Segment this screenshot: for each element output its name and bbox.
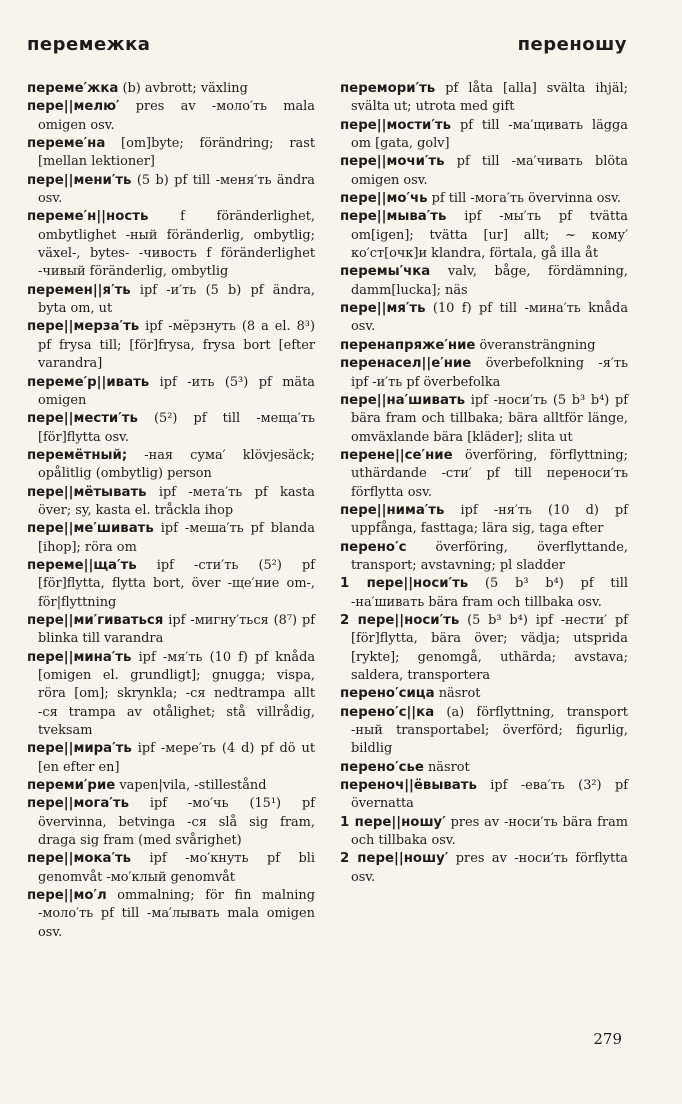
entry-definition: ipf -мо′чь (15¹) pf övervinna, betvinga -ся slå sig fram, draga sig fram (med svårighet)	[38, 796, 315, 849]
dictionary-entry	[340, 447, 628, 502]
entry-headword: переме′на	[27, 136, 106, 152]
entry-headword: переми′рие	[27, 778, 116, 794]
entry-headword: пере||мести′ть	[27, 411, 138, 427]
entry-headword: пере||мока′ть	[27, 851, 132, 867]
entry-headword: пере||мени′ть	[27, 172, 132, 188]
entry-headword: пере||мо′л	[27, 888, 107, 904]
entry-definition: -ная сума′ klövjesäck; opålitlig (ombytlig) person	[38, 447, 315, 482]
dictionary-entry	[27, 282, 315, 319]
entry-definition: pf till -ма′чивать blöta omigen osv.	[351, 154, 628, 188]
dictionary-entry	[340, 355, 628, 392]
entry-definition: pres av -носи′ть bära fram och tillbaka osv.	[351, 814, 628, 849]
dictionary-entry	[340, 337, 628, 355]
entry-headword: перено′с	[340, 539, 407, 555]
entry-definition: [om]byte; förändring; rast [mellan lektioner]	[38, 136, 315, 170]
entry-headword: перено′сье	[340, 759, 424, 775]
entry-headword: 1 пере||носи′ть	[340, 576, 469, 592]
entry-definition: (10 f) pf till -мина′ть knåda osv.	[351, 301, 628, 335]
running-header	[27, 34, 627, 64]
entry-headword: 1 пере||ношу′	[340, 814, 446, 830]
dictionary-entry	[27, 612, 315, 649]
dictionary-entry	[27, 484, 315, 521]
entry-definition: ipf -мы′ть pf tvätta om[igen]; tvätta [ur] allt; ~ кому′ ко′ст[очк]и klandra, förtala, gå illa åt	[351, 209, 628, 262]
entry-headword: перемен||я′ть	[27, 282, 131, 298]
entry-definition: pres av -моло′ть mala omigen osv.	[38, 99, 315, 133]
dictionary-entry	[340, 502, 628, 539]
entry-definition: överansträngning	[475, 337, 596, 353]
entry-headword: перенасел||е′ние	[340, 356, 472, 372]
dictionary-entry	[27, 740, 315, 777]
dictionary-entry	[340, 300, 628, 337]
entry-headword: переме′р||ивать	[27, 374, 150, 390]
entry-headword: пере||мира′ть	[27, 741, 132, 757]
entry-definition: (5²) pf till -меща′ть [för]flytta osv.	[38, 411, 315, 445]
entry-definition: valv, båge, fördämning, damm[lucka]; näs	[351, 264, 628, 298]
entry-headword: пере||мётывать	[27, 484, 147, 500]
dictionary-entry	[340, 612, 628, 685]
dictionary-entry	[27, 208, 315, 281]
dictionary-entry	[340, 392, 628, 447]
entry-headword: перено′сица	[340, 686, 435, 702]
entry-definition: (5 b³ b⁴) pf till -на′шивать bära fram och tillbaka osv.	[351, 576, 628, 610]
dictionary-entry	[27, 172, 315, 209]
entry-definition: ipf -мета′ть pf kasta över; sy, kasta el. tråckla ihop	[38, 484, 315, 518]
dictionary-entry	[340, 777, 628, 814]
dictionary-entry	[340, 685, 628, 703]
entry-headword: переноч||ёвывать	[340, 778, 477, 794]
dictionary-entry	[27, 135, 315, 172]
dictionary-entry	[340, 539, 628, 576]
entry-definition: ipf -меша′ть pf blanda [ihop]; röra om	[38, 521, 315, 555]
entry-definition: ipf -ня′ть (10 d) pf uppfånga, fasttaga; lära sig, taga efter	[351, 502, 628, 537]
dictionary-entry	[27, 557, 315, 612]
dictionary-entry	[27, 649, 315, 741]
entry-headword: перено′с||ка	[340, 704, 435, 720]
entry-definition: pres av -носи′ть förflytta osv.	[351, 851, 628, 885]
entry-headword: переме||ща′ть	[27, 557, 137, 573]
dictionary-entry	[340, 190, 628, 208]
dictionary-entry	[27, 410, 315, 447]
entry-definition: ommalning; för fin malning -моло′ть pf till -ма′лывать mala omigen osv.	[38, 888, 315, 940]
entry-headword: пере||мога′ть	[27, 796, 129, 812]
entry-definition: överföring, förflyttning; uthärdande -сти′ pf till переноси′ть förflytta osv.	[351, 447, 628, 500]
entry-definition: pf till -ма′щивать lägga om [gata, golv]	[351, 117, 628, 152]
entry-definition: ipf -мере′ть (4 d) pf dö ut [en efter en]	[38, 741, 315, 775]
entry-definition: (a) förflyttning, transport -ный transportabel; överförd; figurlig, bildlig	[351, 704, 628, 757]
dictionary-entry	[340, 814, 628, 851]
entry-definition: näsrot	[434, 686, 481, 702]
entry-definition: (5 b³ b⁴) ipf -нести′ pf [för]flytta, bära över; vädja; utsprida [rykte]; genomgå, uthärda; avstava; saldera, transportera	[351, 612, 628, 683]
entry-definition: (5 b) pf till -меня′ть ändra osv.	[38, 172, 315, 207]
entry-definition: ipf -мя′ть (10 f) pf knåda [omigen el. grundligt]; gnugga; vispa, röra [om]; skrynkla; -ся nedtrampa allt -ся trampa av otålighet; stå villrådig, tveksam	[38, 649, 315, 739]
entry-headword: пере||мелю′	[27, 99, 120, 115]
entry-definition: ipf -сти′ть (5²) pf [för]flytta, flytta bort, över -ще′ние om-, för|flyttning	[38, 557, 315, 610]
entry-definition: näsrot	[423, 759, 470, 775]
entry-definition: ipf -мигну′ться (8⁷) pf blinka till varandra	[38, 612, 315, 647]
entry-headword: пере||нима′ть	[340, 502, 445, 518]
dictionary-entry	[340, 153, 628, 190]
entry-headword: пере||мерза′ть	[27, 319, 140, 335]
entry-definition: ipf -ить (5³) pf mäta omigen	[38, 374, 315, 408]
entry-definition: överbefolkning -я′ть ipf -и′ть pf överbefolka	[351, 356, 628, 390]
entry-headword: переме′жка	[27, 81, 119, 96]
dictionary-entry	[340, 208, 628, 263]
entry-headword: пере||мо′чь	[340, 191, 428, 207]
dictionary-entry	[27, 850, 315, 887]
dictionary-entry	[27, 777, 315, 795]
header-last-word: переношу	[517, 34, 627, 55]
dictionary-entry	[27, 447, 315, 484]
right-column	[340, 80, 628, 887]
dictionary-entry	[27, 887, 315, 942]
entry-headword: перемётный;	[27, 447, 128, 463]
entry-headword: пере||мости′ть	[340, 117, 451, 133]
entry-headword: пере||мина′ть	[27, 649, 132, 665]
dictionary-entry	[340, 704, 628, 759]
entry-definition: ipf -мо′кнуть pf bli genomvåt -мо′клый genomvåt	[38, 851, 315, 885]
dictionary-entry	[340, 117, 628, 154]
entry-definition: ipf -ева′ть (3²) pf övernatta	[351, 778, 628, 812]
page-number: 279	[593, 1030, 622, 1048]
entry-headword: пере||мочи′ть	[340, 154, 445, 170]
entry-headword: перемы′чка	[340, 264, 431, 280]
entry-headword: пере||ми′гиваться	[27, 612, 164, 628]
dictionary-entry	[27, 80, 315, 98]
entry-definition: f föränderlighet, ombytlighet -ный föränderlig, ombytlig; växel-, bytes- -чивость f föränderlighet -чивый föränderlig, ombytlig	[38, 209, 315, 280]
entry-definition: pf låta [alla] svälta ihjäl; svälta ut; utrota med gift	[351, 81, 628, 115]
dictionary-entry	[27, 374, 315, 411]
entry-headword: пере||мя′ть	[340, 301, 426, 317]
entry-headword: пере||мыва′ть	[340, 209, 447, 225]
entry-headword: 2 пере||носи′ть	[340, 612, 460, 628]
entry-headword: перене||се′ние	[340, 447, 453, 463]
entry-definition: ipf -и′ть (5 b) pf ändra, byta om, ut	[38, 282, 315, 317]
entry-definition: (b) avbrott; växling	[118, 81, 248, 96]
entry-definition: pf till -мога′ть övervinna osv.	[427, 191, 621, 207]
entry-headword: пере||ме′шивать	[27, 521, 154, 537]
left-column	[27, 80, 315, 942]
dictionary-entry	[340, 80, 628, 117]
entry-definition: överföring, överflyttande, transport; avstavning; pl sladder	[351, 539, 628, 573]
dictionary-entry	[340, 850, 628, 887]
entry-definition: ipf -мёрзнуть (8 a el. 8³) pf frysa till; [för]frysa, frysa bort [efter varandra]	[38, 319, 315, 372]
entry-headword: переме′н||ность	[27, 209, 149, 225]
entry-definition: ipf -носи′ть (5 b³ b⁴) pf bära fram och tillbaka; bära alltför länge, omväxlande bära [kläder]; slita ut	[351, 392, 628, 445]
entry-headword: перенапряже′ние	[340, 337, 476, 353]
entry-headword: пере||на′шивать	[340, 392, 466, 408]
dictionary-entry	[27, 98, 315, 135]
dictionary-entry	[27, 795, 315, 850]
entry-headword: перемори′ть	[340, 81, 436, 96]
entry-definition: vapen|vila, -stillestånd	[115, 778, 267, 794]
header-first-word: перемежка	[27, 34, 151, 55]
dictionary-entry	[340, 575, 628, 612]
dictionary-entry	[27, 318, 315, 373]
dictionary-entry	[340, 263, 628, 300]
dictionary-entry	[340, 759, 628, 777]
dictionary-entry	[27, 520, 315, 557]
entry-headword: 2 пере||ношу′	[340, 851, 449, 867]
